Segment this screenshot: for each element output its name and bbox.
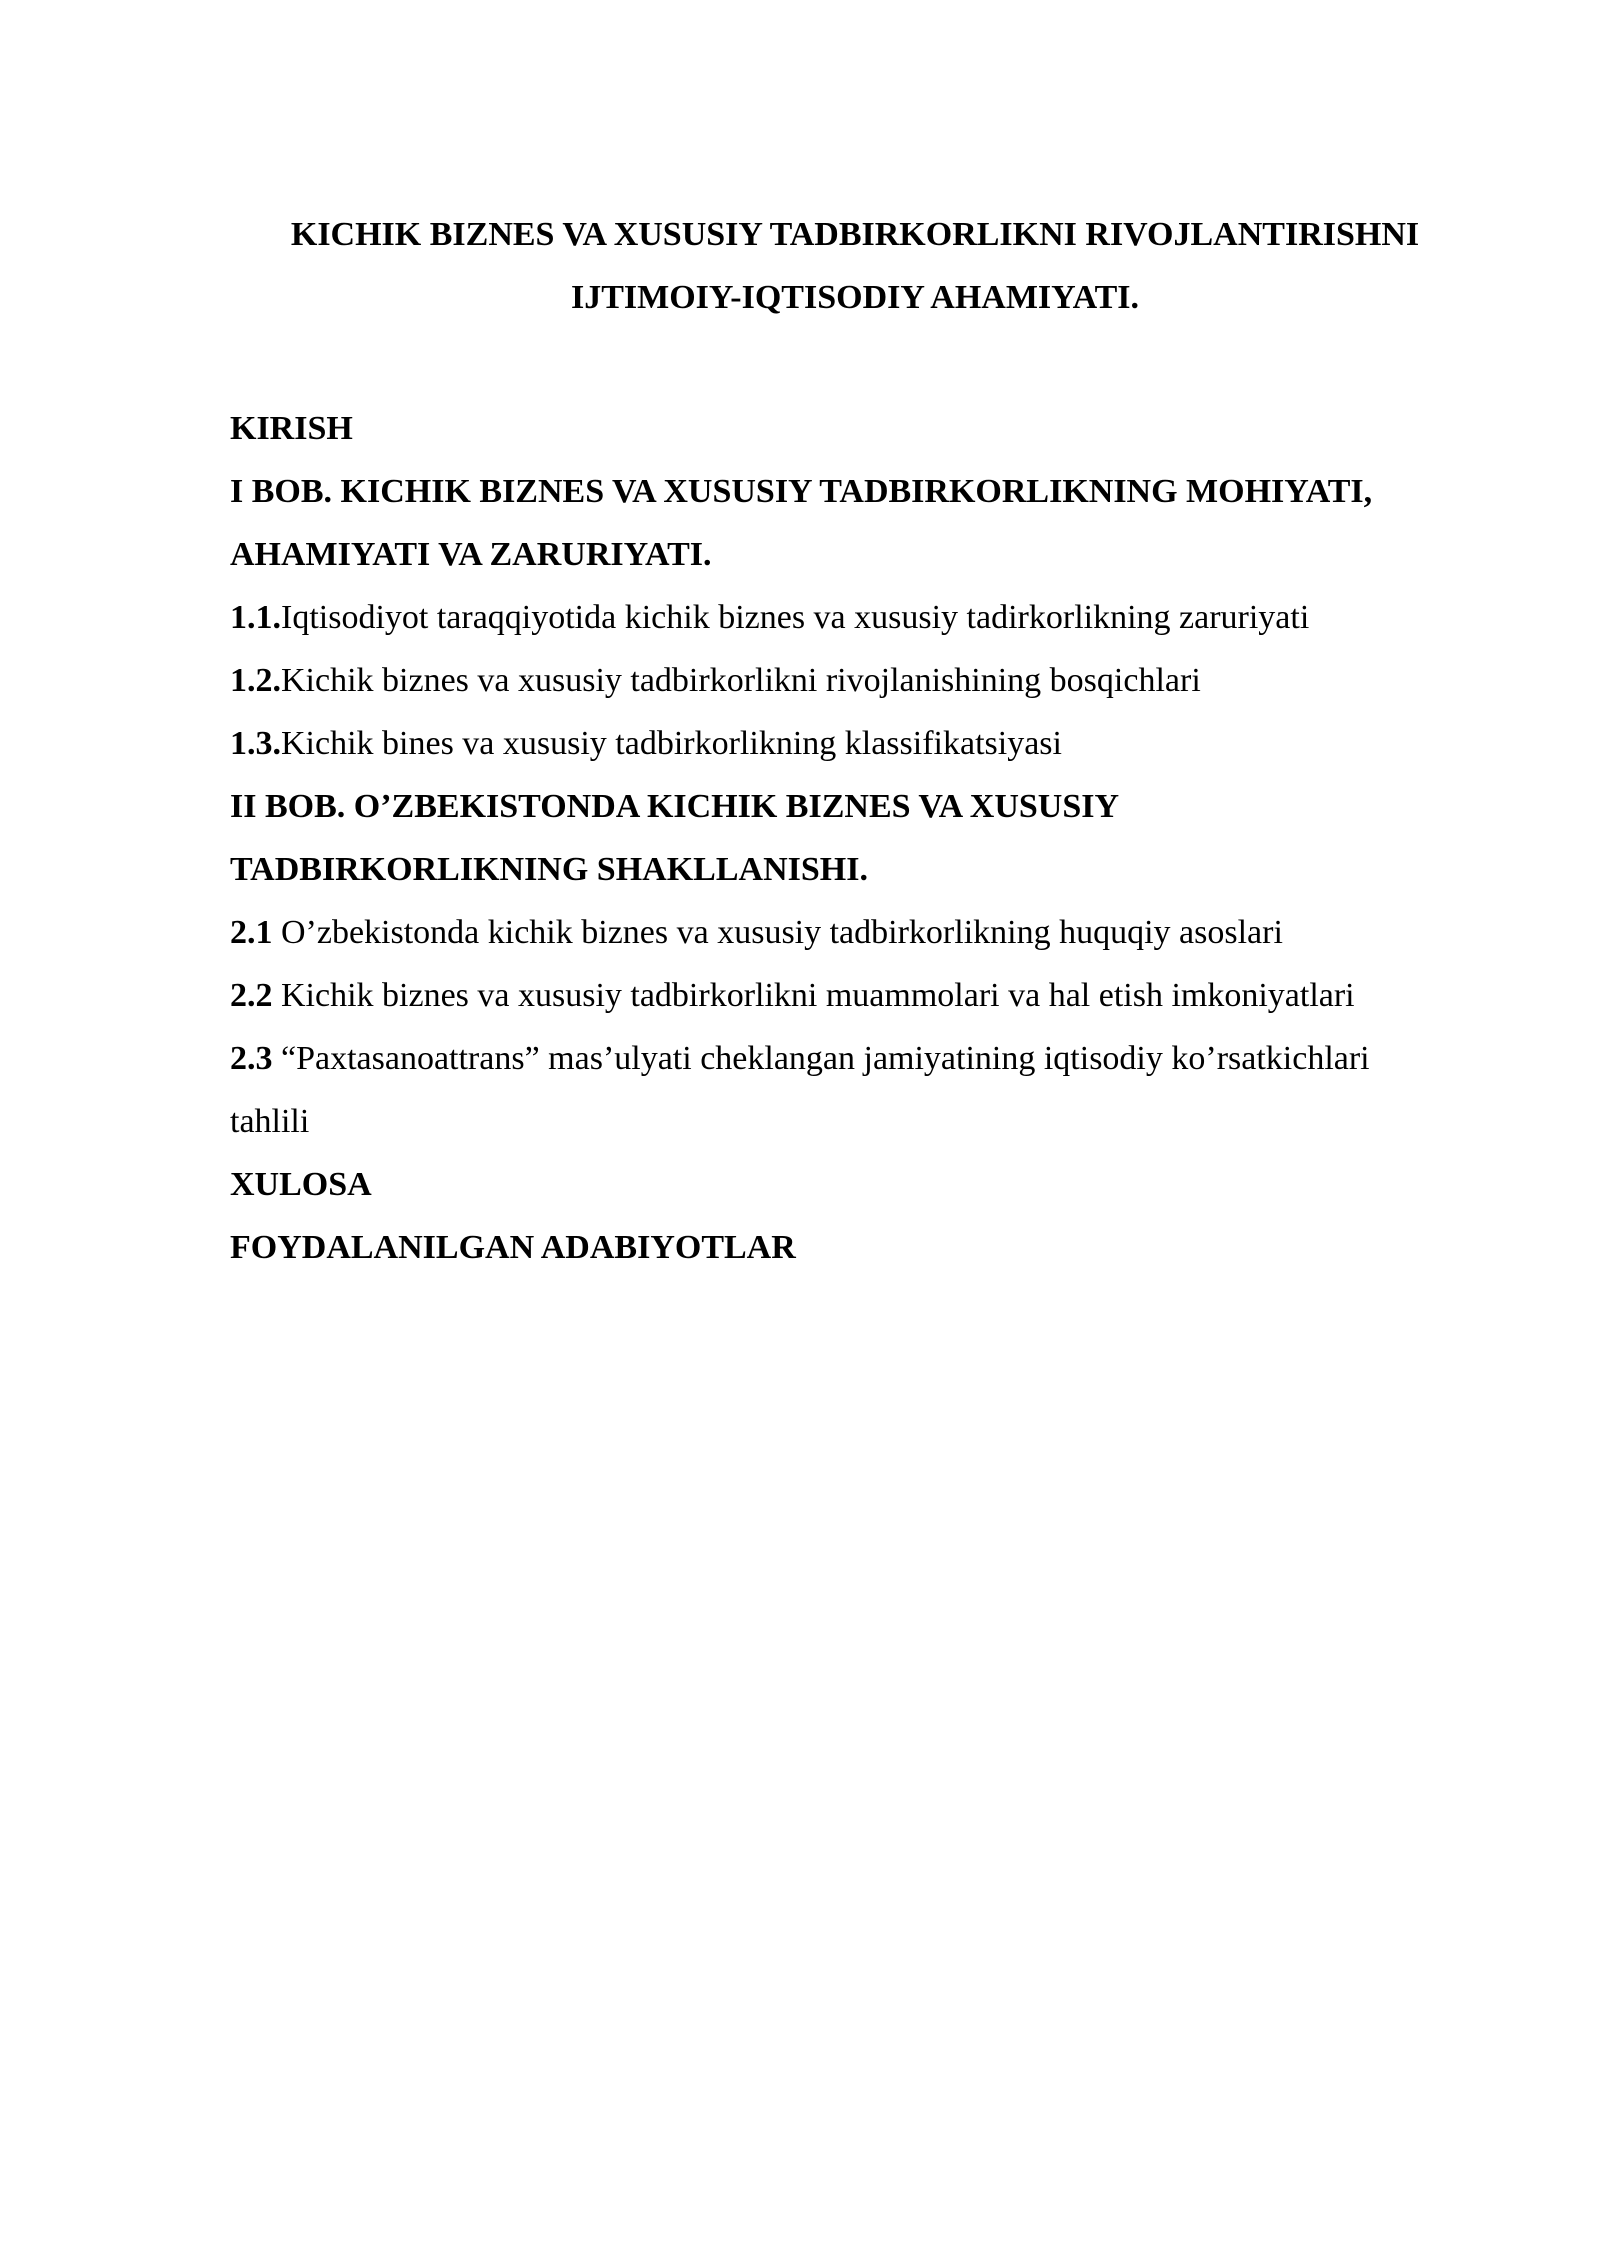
toc-chapter-2-line-1: II BOB. O’ZBEKISTONDA KICHIK BIZNES VA XUSUSIY — [230, 788, 1120, 825]
title-line-2: IJTIMOIY-IQTISODIY AHAMIYATI. — [570, 279, 1140, 316]
toc-item — [230, 712, 1490, 775]
toc-item-text: “Paxtasanoattrans” mas’ulyati cheklangan jamiyatining iqtisodiy ko’rsatkichlari — [272, 1040, 1370, 1077]
toc-item-text: Kichik biznes va xususiy tadbirkorlikni rivojlanishining bosqichlari — [281, 662, 1201, 699]
toc-item-number: 1.2. — [230, 662, 281, 699]
document-title — [230, 203, 1480, 329]
toc-item-number: 2.2 — [230, 977, 273, 1014]
toc-item-text: Kichik bines va xususiy tadbirkorlikning klassifikatsiyasi — [281, 725, 1062, 762]
toc-item — [230, 1027, 1490, 1090]
toc-item-text: Kichik biznes va xususiy tadbirkorlikni muammolari va hal etish imkoniyatlari — [272, 977, 1355, 1014]
toc-item — [230, 649, 1490, 712]
toc-item — [230, 964, 1490, 1027]
toc-chapter-2-line-2: TADBIRKORLIKNING SHAKLLANISHI. — [230, 851, 868, 888]
toc-conclusion: XULOSA — [230, 1166, 372, 1203]
toc-item — [230, 901, 1490, 964]
toc-chapter-1-line-1: I BOB. KICHIK BIZNES VA XUSUSIY TADBIRKORLIKNING MOHIYATI, — [230, 473, 1373, 510]
toc-item-continuation: tahlili — [230, 1103, 310, 1140]
title-line-1: KICHIK BIZNES VA XUSUSIY TADBIRKORLIKNI RIVOJLANTIRISHNI — [290, 216, 1420, 253]
toc-item-number: 2.1 — [230, 914, 273, 951]
toc-item-number: 1.1. — [230, 599, 281, 636]
toc-intro: KIRISH — [230, 410, 353, 447]
toc-item — [230, 586, 1490, 649]
table-of-contents — [230, 397, 1490, 1279]
toc-item-text: Iqtisodiyot taraqqiyotida kichik biznes va xususiy tadirkorlikning zaruriyati — [281, 599, 1310, 636]
toc-references: FOYDALANILGAN ADABIYOTLAR — [230, 1229, 796, 1266]
toc-item-text: O’zbekistonda kichik biznes va xususiy tadbirkorlikning huquqiy asoslari — [272, 914, 1283, 951]
toc-item-number: 2.3 — [230, 1040, 273, 1077]
toc-item-number: 1.3. — [230, 725, 281, 762]
toc-chapter-1-line-2: AHAMIYATI VA ZARURIYATI. — [230, 536, 712, 573]
